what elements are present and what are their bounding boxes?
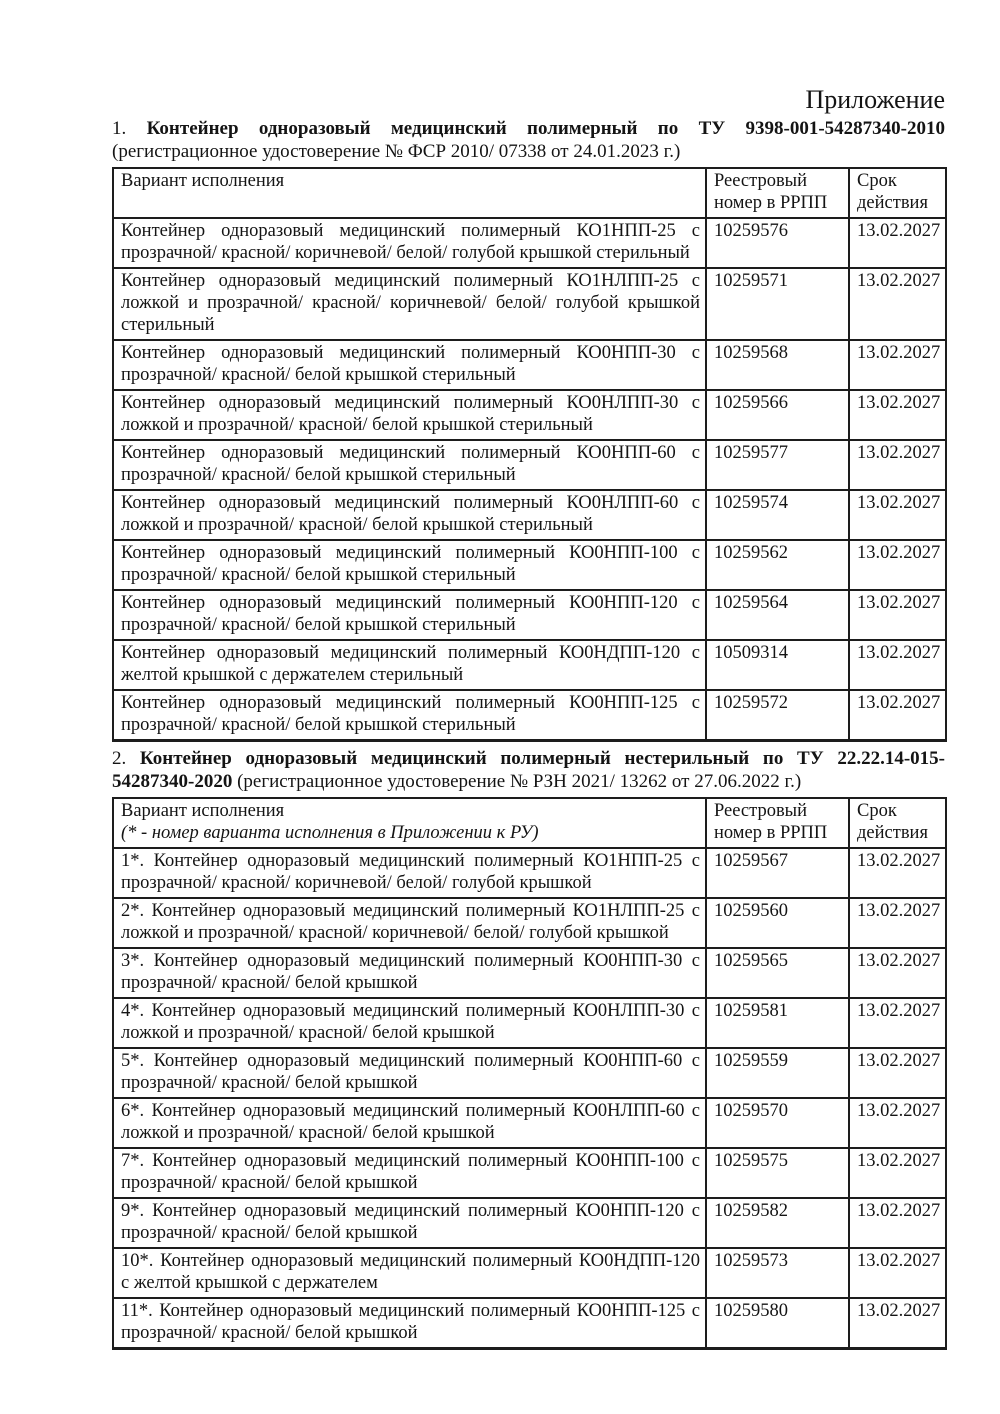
variant-cell: Контейнер одноразовый медицинский полимерный КО0НЛПП-60 с ложкой и прозрачной/ красной/ белой крышкой стерильный bbox=[113, 490, 706, 540]
table-1-header-row bbox=[113, 168, 946, 218]
registry-number-cell: 10259573 bbox=[706, 1248, 849, 1298]
table-2-header-row bbox=[113, 798, 946, 848]
table-row bbox=[113, 690, 946, 741]
variant-cell: Контейнер одноразовый медицинский полимерный КО1НЛПП-25 с ложкой и прозрачной/ красной/ коричневой/ белой/ голубой крышкой стерильный bbox=[113, 268, 706, 340]
appendix-label: Приложение bbox=[805, 85, 945, 114]
registry-number-cell: 10259581 bbox=[706, 998, 849, 1048]
registry-number-cell: 10509314 bbox=[706, 640, 849, 690]
variant-cell: 1*. Контейнер одноразовый медицинский полимерный КО1НПП-25 с прозрачной/ красной/ коричневой/ белой/ голубой крышкой bbox=[113, 848, 706, 898]
validity-cell: 13.02.2027 bbox=[849, 1248, 946, 1298]
registry-number-cell: 10259562 bbox=[706, 540, 849, 590]
table-row bbox=[113, 490, 946, 540]
variant-cell: 11*. Контейнер одноразовый медицинский полимерный КО0НПП-125 с прозрачной/ красной/ белой крышкой bbox=[113, 1298, 706, 1349]
validity-cell: 13.02.2027 bbox=[849, 690, 946, 741]
registry-number-cell: 10259564 bbox=[706, 590, 849, 640]
validity-cell: 13.02.2027 bbox=[849, 340, 946, 390]
table-row bbox=[113, 948, 946, 998]
section-2-title-line2-bold: 54287340-2020 bbox=[112, 771, 233, 792]
section-2-title-line2-regular: (регистрационное удостоверение № РЗН 2021/ 13262 от 27.06.2022 г.) bbox=[232, 771, 802, 792]
validity-cell: 13.02.2027 bbox=[849, 948, 946, 998]
registry-number-cell: 10259576 bbox=[706, 218, 849, 268]
table-row bbox=[113, 1298, 946, 1349]
validity-cell: 13.02.2027 bbox=[849, 490, 946, 540]
section-1-title-bold: Контейнер одноразовый медицинский полимерный по ТУ 9398-001-54287340-2010 bbox=[146, 118, 946, 139]
registry-number-cell: 10259559 bbox=[706, 1048, 849, 1098]
table-row bbox=[113, 268, 946, 340]
section-2-title-line1 bbox=[112, 747, 945, 770]
variant-cell: 4*. Контейнер одноразовый медицинский полимерный КО0НЛПП-30 с ложкой и прозрачной/ красной/ белой крышкой bbox=[113, 998, 706, 1048]
validity-cell: 13.02.2027 bbox=[849, 440, 946, 490]
validity-cell: 13.02.2027 bbox=[849, 1148, 946, 1198]
registry-number-cell: 10259577 bbox=[706, 440, 849, 490]
table-row bbox=[113, 440, 946, 490]
table-row bbox=[113, 1198, 946, 1248]
registry-number-cell: 10259565 bbox=[706, 948, 849, 998]
section-2-title-line2 bbox=[112, 770, 945, 793]
registry-number-cell: 10259574 bbox=[706, 490, 849, 540]
variant-cell: Контейнер одноразовый медицинский полимерный КО0НЛПП-30 с ложкой и прозрачной/ красной/ белой крышкой стерильный bbox=[113, 390, 706, 440]
validity-cell: 13.02.2027 bbox=[849, 898, 946, 948]
column-header-variant bbox=[113, 168, 706, 218]
registry-number-cell: 10259567 bbox=[706, 848, 849, 898]
validity-cell: 13.02.2027 bbox=[849, 998, 946, 1048]
variant-cell: Контейнер одноразовый медицинский полимерный КО0НПП-120 с прозрачной/ красной/ белой крышкой стерильный bbox=[113, 590, 706, 640]
section-1-title-line1 bbox=[112, 117, 945, 140]
validity-cell: 13.02.2027 bbox=[849, 540, 946, 590]
variant-cell: Контейнер одноразовый медицинский полимерный КО0НПП-125 с прозрачной/ красной/ белой крышкой стерильный bbox=[113, 690, 706, 741]
validity-cell: 13.02.2027 bbox=[849, 1198, 946, 1248]
column-header-variant bbox=[113, 798, 706, 848]
section-1-heading bbox=[112, 117, 945, 163]
section-1 bbox=[112, 117, 945, 742]
variant-cell: 10*. Контейнер одноразовый медицинский полимерный КО0НДПП-120 с желтой крышкой с держателем bbox=[113, 1248, 706, 1298]
variant-cell: 7*. Контейнер одноразовый медицинский полимерный КО0НПП-100 с прозрачной/ красной/ белой крышкой bbox=[113, 1148, 706, 1198]
validity-cell: 13.02.2027 bbox=[849, 390, 946, 440]
validity-cell: 13.02.2027 bbox=[849, 590, 946, 640]
column-header-variant-label: Вариант исполнения bbox=[121, 801, 285, 821]
registry-number-cell: 10259560 bbox=[706, 898, 849, 948]
validity-cell: 13.02.2027 bbox=[849, 1098, 946, 1148]
registry-number-cell: 10259570 bbox=[706, 1098, 849, 1148]
section-2-heading bbox=[112, 747, 945, 793]
table-row bbox=[113, 898, 946, 948]
variant-cell: 5*. Контейнер одноразовый медицинский полимерный КО0НПП-60 с прозрачной/ красной/ белой крышкой bbox=[113, 1048, 706, 1098]
validity-cell: 13.02.2027 bbox=[849, 1298, 946, 1349]
variant-cell: Контейнер одноразовый медицинский полимерный КО0НДПП-120 с желтой крышкой с держателем стерильный bbox=[113, 640, 706, 690]
column-header-registry: Реестровый номер в РРПП bbox=[706, 168, 849, 218]
variant-cell: 9*. Контейнер одноразовый медицинский полимерный КО0НПП-120 с прозрачной/ красной/ белой крышкой bbox=[113, 1198, 706, 1248]
registry-number-cell: 10259575 bbox=[706, 1148, 849, 1198]
registry-table-1 bbox=[112, 167, 947, 742]
validity-cell: 13.02.2027 bbox=[849, 848, 946, 898]
section-1-title-line2 bbox=[112, 140, 945, 163]
variant-cell: 6*. Контейнер одноразовый медицинский полимерный КО0НЛПП-60 с ложкой и прозрачной/ красной/ белой крышкой bbox=[113, 1098, 706, 1148]
table-row bbox=[113, 1148, 946, 1198]
validity-cell: 13.02.2027 bbox=[849, 268, 946, 340]
validity-cell: 13.02.2027 bbox=[849, 1048, 946, 1098]
table-row bbox=[113, 218, 946, 268]
column-header-validity: Срок действия bbox=[849, 168, 946, 218]
registry-number-cell: 10259566 bbox=[706, 390, 849, 440]
registry-number-cell: 10259580 bbox=[706, 1298, 849, 1349]
validity-cell: 13.02.2027 bbox=[849, 218, 946, 268]
variant-cell: Контейнер одноразовый медицинский полимерный КО0НПП-100 с прозрачной/ красной/ белой крышкой стерильный bbox=[113, 540, 706, 590]
table-row bbox=[113, 848, 946, 898]
variant-cell: Контейнер одноразовый медицинский полимерный КО1НПП-25 с прозрачной/ красной/ коричневой/ белой/ голубой крышкой стерильный bbox=[113, 218, 706, 268]
table-row bbox=[113, 340, 946, 390]
table-row bbox=[113, 998, 946, 1048]
variant-cell: Контейнер одноразовый медицинский полимерный КО0НПП-30 с прозрачной/ красной/ белой крышкой стерильный bbox=[113, 340, 706, 390]
column-header-validity: Срок действия bbox=[849, 798, 946, 848]
table-row bbox=[113, 1048, 946, 1098]
registry-number-cell: 10259568 bbox=[706, 340, 849, 390]
section-2-title-bold: Контейнер одноразовый медицинский полимерный нестерильный по ТУ 22.22.14-015- bbox=[139, 748, 945, 769]
registry-number-cell: 10259582 bbox=[706, 1198, 849, 1248]
registry-number-cell: 10259572 bbox=[706, 690, 849, 741]
section-1-title-line2-regular: (регистрационное удостоверение № ФСР 2010/ 07338 от 24.01.2023 г.) bbox=[112, 141, 681, 162]
table-row bbox=[113, 590, 946, 640]
variant-cell: 3*. Контейнер одноразовый медицинский полимерный КО0НПП-30 с прозрачной/ красной/ белой крышкой bbox=[113, 948, 706, 998]
variant-cell: 2*. Контейнер одноразовый медицинский полимерный КО1НЛПП-25 с ложкой и прозрачной/ красной/ коричневой/ белой/ голубой крышкой bbox=[113, 898, 706, 948]
section-2-number: 2. bbox=[112, 748, 140, 769]
section-1-number: 1. bbox=[112, 118, 147, 139]
table-row bbox=[113, 1248, 946, 1298]
section-2 bbox=[112, 747, 945, 1350]
column-header-variant-label: Вариант исполнения bbox=[121, 171, 285, 191]
registry-table-2 bbox=[112, 797, 947, 1350]
table-row bbox=[113, 390, 946, 440]
column-header-registry: Реестровый номер в РРПП bbox=[706, 798, 849, 848]
registry-number-cell: 10259571 bbox=[706, 268, 849, 340]
table-row bbox=[113, 640, 946, 690]
column-header-variant-note: (* - номер варианта исполнения в Приложении к РУ) bbox=[121, 823, 539, 843]
validity-cell: 13.02.2027 bbox=[849, 640, 946, 690]
table-row bbox=[113, 1098, 946, 1148]
variant-cell: Контейнер одноразовый медицинский полимерный КО0НПП-60 с прозрачной/ красной/ белой крышкой стерильный bbox=[113, 440, 706, 490]
table-row bbox=[113, 540, 946, 590]
